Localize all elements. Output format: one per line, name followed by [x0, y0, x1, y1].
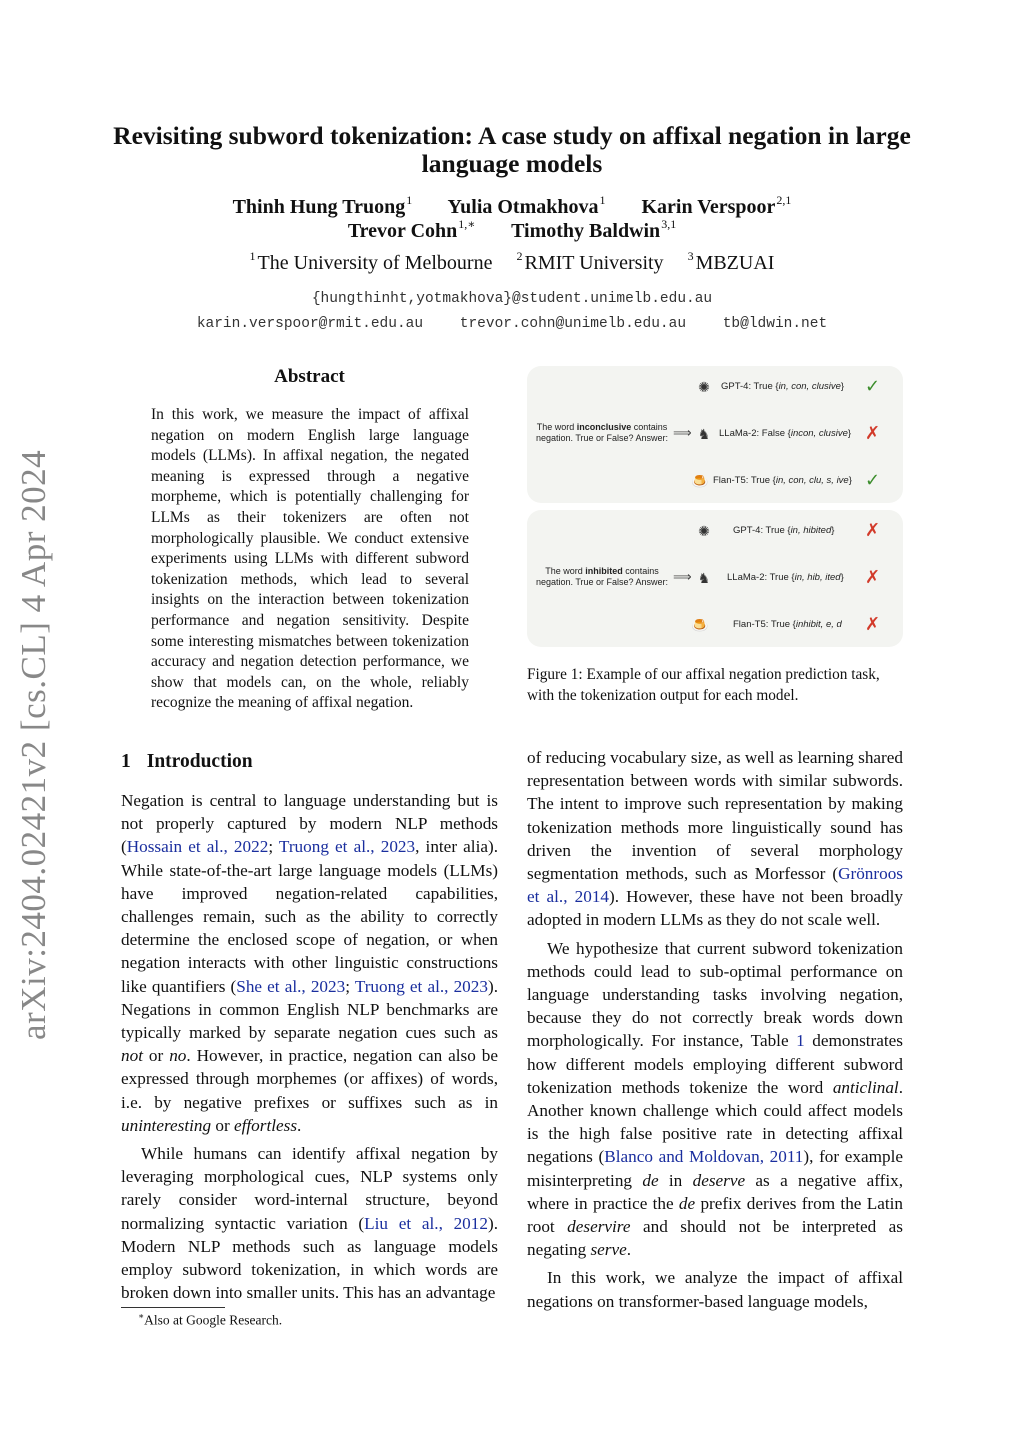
affil-sup: 2 — [516, 249, 523, 263]
flan-pudding-icon: 🍮 — [691, 617, 709, 633]
model-output: LLaMa-2: True {in, hib, ited} — [727, 572, 844, 583]
citation-link[interactable]: Truong et al., 2023 — [354, 976, 488, 996]
model-row-gpt4 — [691, 376, 887, 398]
citation-link[interactable]: She et al., 2023 — [236, 976, 346, 996]
author-sup: 1 — [406, 193, 413, 207]
author-sup: 2,1 — [776, 193, 792, 207]
cross-icon: ✗ — [865, 614, 881, 634]
arrow-icon: ⟹ — [673, 569, 692, 584]
author-line-2 — [100, 217, 924, 243]
figure-1 — [527, 366, 903, 654]
paragraph: While humans can identify affixal negation by leveraging morphological cues, NLP systems only rarely consider word-internal structure, beyond normalizing syntactic variation (Liu et al., 2012). Modern NLP methods such as language models employ subword tokenization, in which words are broken down into smaller units. This has an advantage — [121, 1144, 498, 1303]
email-line-1: {hungthinht,yotmakhova}@student.unimelb.edu.au — [311, 291, 713, 307]
citation-link[interactable]: Truong et al., 2023 — [278, 837, 416, 857]
prompt-text: The word inconclusive contains negation. True or False? Answer: — [535, 422, 669, 443]
abstract-text: In this work, we measure the impact of affixal negation on modern English large language models (LLMs). In affixal negation, the negated meaning is expressed through a negative morpheme, which is potentially challenging for LLMs as their tokenizers are often not morphologically plausible. We conduct extensive experiments using LLMs with different subword tokenization methods, which lead to several insights on the interaction between tokenization performance and negation sensitivity. Despite some interesting mismatches between tokenization accuracy and negation detection performance, we show that models can, on the whole, reliably recognize the meaning of affixal negation. — [151, 406, 469, 712]
affil-sup: 1 — [249, 249, 256, 263]
author-sup: 1 — [599, 193, 606, 207]
model-row-llama2 — [691, 423, 887, 445]
affil-name: The University of Melbourne — [257, 252, 493, 274]
author-sup: 1,∗ — [458, 217, 476, 231]
model-output: Flan-T5: True {inhibit, e, d — [733, 619, 842, 630]
author-name: Thinh Hung Truong — [232, 196, 406, 218]
section-heading: 1 Introduction — [121, 751, 253, 772]
cross-icon: ✗ — [865, 520, 881, 540]
author-name: Timothy Baldwin — [511, 220, 661, 242]
paragraph: We hypothesize that current subword tokenization methods could lead to sub-optimal performance on language understanding tasks involving negation, because they do not correctly break words down morphologically. For instance, Table 1 demonstrates how different models employing different subword tokenization methods tokenize the word anticlinal. Another known challenge which could affect models is the high false positive rate in detecting affixal negations (Blanco and Moldovan, 2011), for example misinterpreting de in deserve as a negative affix, where in practice the de prefix derives from the Latin root deservire and should not be interpreted as negating serve. — [527, 938, 903, 1260]
email-line-2 — [100, 316, 924, 332]
footnote-rule — [121, 1307, 225, 1308]
table-reference-link[interactable]: 1 — [796, 1031, 805, 1051]
cross-icon: ✗ — [865, 567, 881, 587]
citation-link[interactable]: Hossain et al., 2022 — [126, 837, 269, 857]
email-karin: karin.verspoor@rmit.edu.au — [196, 316, 424, 332]
llama-icon: ♞ — [697, 570, 711, 586]
email-trevor: trevor.cohn@unimelb.edu.au — [459, 316, 687, 332]
check-icon: ✓ — [865, 376, 881, 396]
author-sup: 3,1 — [661, 217, 677, 231]
footnote: ∗Also at Google Research. — [138, 1311, 283, 1328]
figure-caption: Figure 1: Example of our affixal negation prediction task, with the tokenization output for each model. — [527, 666, 880, 704]
author-name: Yulia Otmakhova — [447, 196, 599, 218]
figure-panel-inhibited — [527, 510, 903, 647]
arxiv-identifier: arXiv:2404.02421v2 [cs.CL] 4 Apr 2024 — [14, 449, 53, 1040]
abstract-heading: Abstract — [274, 366, 345, 387]
prompt-text: The word inhibited contains negation. True or False? Answer: — [535, 566, 669, 587]
llama-icon: ♞ — [697, 426, 711, 442]
arrow-icon: ⟹ — [673, 425, 692, 440]
openai-logo-icon: ✺ — [698, 379, 710, 395]
model-output: GPT-4: True {in, con, clusive} — [721, 381, 845, 392]
affil-name: RMIT University — [524, 252, 664, 274]
author-line-1 — [100, 193, 924, 219]
check-icon: ✓ — [865, 470, 881, 490]
citation-link[interactable]: Liu et al., 2012 — [364, 1213, 488, 1233]
figure-panel-inconclusive — [527, 366, 903, 503]
email-tim: tb@ldwin.net — [722, 316, 828, 332]
cross-icon: ✗ — [865, 423, 881, 443]
affil-sup: 3 — [687, 249, 694, 263]
paragraph: In this work, we analyze the impact of affixal negations on transformer-based language models, — [527, 1268, 903, 1311]
model-row-llama2 — [691, 567, 887, 589]
model-row-flant5 — [691, 470, 887, 492]
model-output: LLaMa-2: False {incon, clusive} — [719, 428, 852, 439]
model-output: GPT-4: True {in, hibited} — [733, 525, 835, 536]
left-column-text — [121, 789, 498, 1304]
paragraph: of reducing vocabulary size, as well as learning shared representation between words with similar subwords. The intent to improve such representation by making tokenization methods more linguistically sound has driven the invention of several morphology segmentation methods, such as Morfessor (Grönroos et al., 2014). However, these have not been broadly adopted in modern LLMs as they do not scale well. — [527, 748, 903, 930]
model-output: Flan-T5: True {in, con, clu, s, ive} — [713, 475, 852, 486]
author-name: Trevor Cohn — [347, 220, 458, 242]
citation-link[interactable]: Grönroos et al., 2014 — [527, 864, 903, 907]
author-name: Karin Verspoor — [641, 196, 776, 218]
model-row-flant5 — [691, 614, 887, 636]
citation-link[interactable]: Blanco and Moldovan, 2011 — [604, 1147, 804, 1167]
affiliations — [100, 249, 924, 275]
openai-logo-icon: ✺ — [698, 523, 710, 539]
flan-pudding-icon: 🍮 — [691, 473, 709, 489]
affil-name: MBZUAI — [695, 252, 775, 274]
paragraph: Negation is central to language understanding but is not properly captured by modern NLP methods (Hossain et al., 2022; Truong et al., 2023, inter alia). While state-of-the-art large language models (LLMs) have improved negation-related capabilities, challenges remain, such as the ability to correctly determine the enclosed scope of negation, or when negation interacts with other linguistic constructions like quantifiers (She et al., 2023; Truong et al., 2023). Negations in common English NLP benchmarks are typically marked by separate negation cues such as not or no. However, in practice, negation can also be expressed through morphemes (or affixes) of words, i.e. by negative prefixes or suffixes such as in uninteresting or effortless. — [121, 791, 499, 1135]
right-column-text — [527, 746, 903, 1313]
model-row-gpt4 — [691, 520, 887, 542]
paper-title: Revisiting subword tokenization: A case study on affixal negation in large language models — [113, 121, 911, 178]
